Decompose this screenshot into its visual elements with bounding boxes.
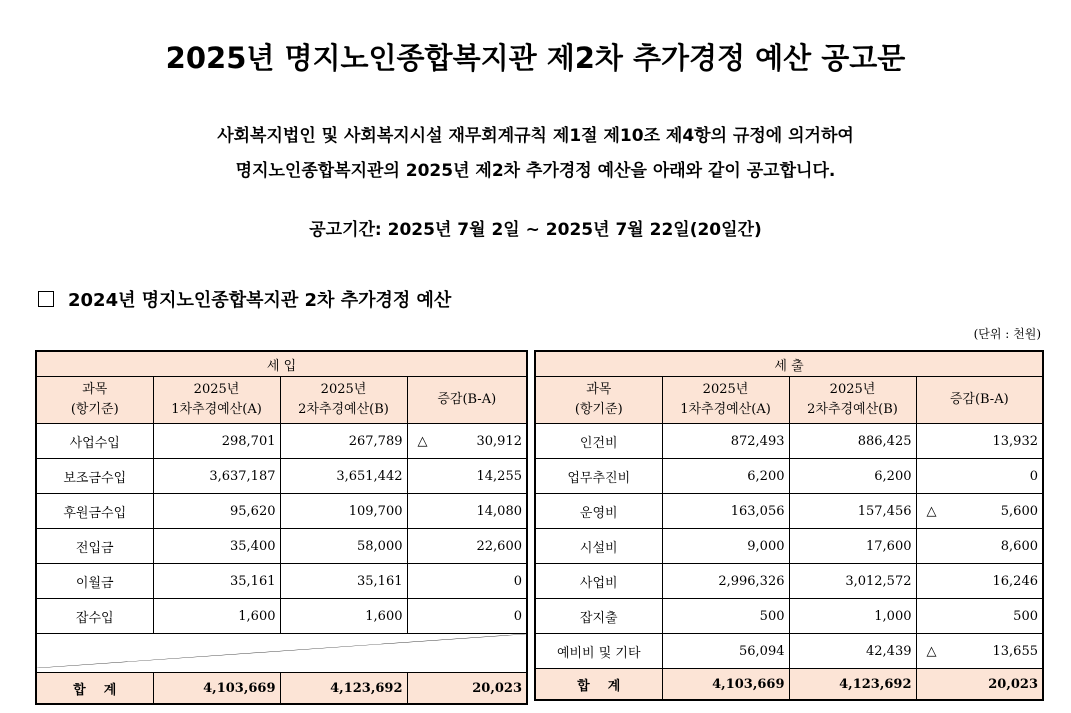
expense-row-diff — [916, 424, 1043, 459]
income-row-b: 267,789 — [280, 424, 407, 459]
income-row-name: 잡수입 — [36, 599, 153, 634]
section-heading — [38, 286, 451, 312]
expense-col-a: 2025년 1차추경예산(A) — [662, 377, 789, 424]
expense-row-diff-value: 16,246 — [992, 573, 1038, 589]
expense-row-b: 42,439 — [789, 634, 916, 669]
income-row-diff-value: 14,255 — [476, 468, 522, 484]
expense-row-b: 886,425 — [789, 424, 916, 459]
intro-line-2: 명지노인종합복지관의 2025년 제2차 추가경정 예산을 아래와 같이 공고합니다. — [235, 161, 836, 181]
income-row-diff — [407, 529, 527, 564]
expense-row-diff — [916, 564, 1043, 599]
expense-row-a: 2,996,326 — [662, 564, 789, 599]
income-row — [36, 564, 527, 599]
income-row-b: 1,600 — [280, 599, 407, 634]
income-row-b: 109,700 — [280, 494, 407, 529]
expense-row-a: 56,094 — [662, 634, 789, 669]
expense-row — [535, 529, 1043, 564]
expense-row — [535, 564, 1043, 599]
expense-row-diff-value: 13,932 — [992, 433, 1038, 449]
income-row-diff — [407, 599, 527, 634]
expense-row — [535, 494, 1043, 529]
expense-table — [534, 350, 1044, 701]
expense-row-diff-value: 5,600 — [1000, 503, 1038, 519]
expense-row-name: 사업비 — [535, 564, 662, 599]
income-col-item: 과목 (항기준) — [36, 377, 153, 424]
expense-total-label: 합 계 — [535, 669, 662, 701]
expense-header: 세 출 — [535, 351, 1043, 377]
expense-row-a: 500 — [662, 599, 789, 634]
expense-row-b: 1,000 — [789, 599, 916, 634]
income-row-diff-value: 22,600 — [476, 538, 522, 554]
expense-row-b: 3,012,572 — [789, 564, 916, 599]
income-row — [36, 494, 527, 529]
notice-period: 공고기간: 2025년 7월 2일 ~ 2025년 7월 22일(20일간) — [309, 220, 762, 240]
expense-row-a: 163,056 — [662, 494, 789, 529]
income-col-a: 2025년 1차추경예산(A) — [153, 377, 280, 424]
income-row-name: 보조금수입 — [36, 459, 153, 494]
decrease-triangle-icon: △ — [417, 433, 428, 449]
income-row-name: 사업수입 — [36, 424, 153, 459]
expense-row-b: 6,200 — [789, 459, 916, 494]
income-row — [36, 599, 527, 634]
expense-row — [535, 634, 1043, 669]
income-table — [35, 350, 528, 705]
income-row-diff — [407, 564, 527, 599]
expense-col-diff: 증감(B-A) — [916, 377, 1043, 424]
income-col-diff: 증감(B-A) — [407, 377, 527, 424]
expense-row-b: 157,456 — [789, 494, 916, 529]
income-row-diff-value: 0 — [513, 608, 522, 624]
income-row-diff — [407, 459, 527, 494]
unit-label: (단위 : 천원) — [973, 327, 1041, 341]
expense-row-a: 6,200 — [662, 459, 789, 494]
income-header: 세 입 — [36, 351, 527, 377]
expense-total-b: 4,123,692 — [789, 669, 916, 701]
income-total-b: 4,123,692 — [280, 673, 407, 705]
expense-row-diff — [916, 494, 1043, 529]
income-total-row — [36, 673, 527, 705]
expense-row-name: 예비비 및 기타 — [535, 634, 662, 669]
expense-row-diff-value: 8,600 — [1000, 538, 1038, 554]
intro-line-1: 사회복지법인 및 사회복지시설 재무회계규칙 제1절 제10조 제4항의 규정에 의거하여 — [217, 126, 854, 146]
expense-row-a: 872,493 — [662, 424, 789, 459]
section-title: 2024년 명지노인종합복지관 2차 추가경정 예산 — [68, 290, 452, 311]
income-row — [36, 459, 527, 494]
expense-row — [535, 599, 1043, 634]
expense-row-name: 인건비 — [535, 424, 662, 459]
income-row-diff-value: 14,080 — [476, 503, 522, 519]
expense-col-item: 과목 (항기준) — [535, 377, 662, 424]
income-row-b: 58,000 — [280, 529, 407, 564]
page-title: 2025년 명지노인종합복지관 제2차 추가경정 예산 공고문 — [165, 41, 906, 75]
expense-row-name: 업무추진비 — [535, 459, 662, 494]
income-row-a: 35,161 — [153, 564, 280, 599]
expense-row-name: 시설비 — [535, 529, 662, 564]
expense-total-row — [535, 669, 1043, 701]
income-row-a: 1,600 — [153, 599, 280, 634]
income-row-name: 이월금 — [36, 564, 153, 599]
expense-row-diff-value: 0 — [1029, 468, 1038, 484]
income-total-label: 합 계 — [36, 673, 153, 705]
expense-row-name: 잡지출 — [535, 599, 662, 634]
income-total-a: 4,103,669 — [153, 673, 280, 705]
income-row-a: 35,400 — [153, 529, 280, 564]
income-row-name: 후원금수입 — [36, 494, 153, 529]
expense-row-b: 17,600 — [789, 529, 916, 564]
expense-col-b: 2025년 2차추경예산(B) — [789, 377, 916, 424]
income-row-diff — [407, 494, 527, 529]
expense-row-a: 9,000 — [662, 529, 789, 564]
expense-row-diff — [916, 599, 1043, 634]
expense-row-diff-value: 13,655 — [992, 643, 1038, 659]
income-row-a: 3,637,187 — [153, 459, 280, 494]
expense-total-diff: 20,023 — [916, 669, 1043, 701]
decrease-triangle-icon: △ — [926, 643, 937, 659]
income-row-b: 3,651,442 — [280, 459, 407, 494]
expense-row — [535, 459, 1043, 494]
income-row — [36, 424, 527, 459]
income-total-diff: 20,023 — [407, 673, 527, 705]
expense-row-name: 운영비 — [535, 494, 662, 529]
income-row-a: 95,620 — [153, 494, 280, 529]
expense-row-diff-value: 500 — [1013, 608, 1038, 624]
income-row-name: 전입금 — [36, 529, 153, 564]
expense-row — [535, 424, 1043, 459]
income-empty-row — [36, 634, 527, 673]
expense-row-diff — [916, 634, 1043, 669]
checkbox-square-icon — [38, 291, 54, 307]
income-row-diff-value: 0 — [513, 573, 522, 589]
income-row-diff — [407, 424, 527, 459]
income-row-a: 298,701 — [153, 424, 280, 459]
expense-total-a: 4,103,669 — [662, 669, 789, 701]
income-row-diff-value: 30,912 — [476, 433, 522, 449]
diagonal-line — [37, 634, 526, 668]
income-col-b: 2025년 2차추경예산(B) — [280, 377, 407, 424]
expense-row-diff — [916, 459, 1043, 494]
expense-row-diff — [916, 529, 1043, 564]
income-row-b: 35,161 — [280, 564, 407, 599]
income-row — [36, 529, 527, 564]
decrease-triangle-icon: △ — [926, 503, 937, 519]
